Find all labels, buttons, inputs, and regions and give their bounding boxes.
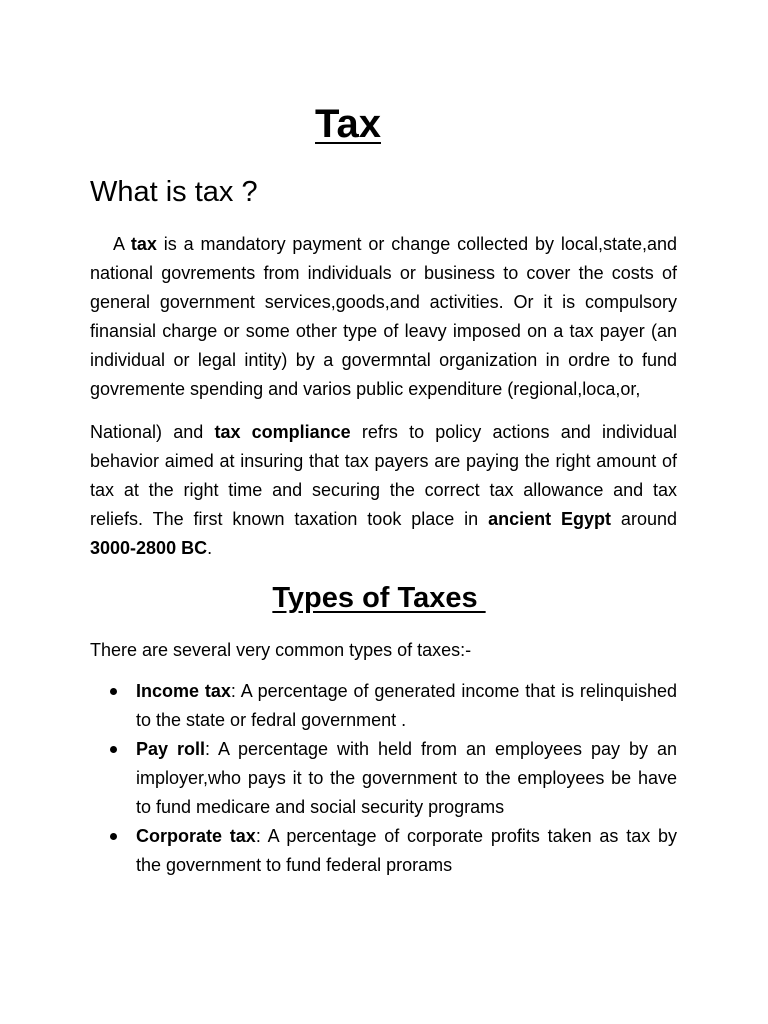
section-heading-types-of-taxes: Types of Taxes bbox=[272, 582, 486, 614]
para2-term-tax-compliance: tax compliance bbox=[214, 422, 351, 442]
tax-type-description: : A percentage of corporate profits taken as tax by the government to fund federal prorams bbox=[136, 826, 677, 875]
para2-part3: around bbox=[611, 509, 677, 529]
para1-lead: A bbox=[113, 234, 131, 254]
list-item bbox=[90, 677, 677, 735]
tax-type-name: Income tax bbox=[136, 681, 231, 701]
types-intro: There are several very common types of taxes:- bbox=[90, 640, 472, 660]
tax-type-name: Pay roll bbox=[136, 739, 206, 759]
tax-types-list bbox=[90, 677, 677, 880]
bullet-icon bbox=[110, 688, 117, 695]
para2-part4: . bbox=[207, 538, 213, 558]
document-title: Tax bbox=[315, 102, 381, 146]
definition-paragraph bbox=[90, 230, 677, 404]
tax-type-description: : A percentage of generated income that is relinquished to the state or fedral government . bbox=[136, 681, 677, 730]
bullet-icon bbox=[110, 833, 117, 840]
para2-part2: refrs to policy actions and individual behavior aimed at insuring that tax payers are paying the right amount of tax at the right time and securing the correct tax allowance and tax reliefs. The first known taxation took place in bbox=[90, 422, 677, 529]
para2-term-date: 3000-2800 BC bbox=[90, 538, 208, 558]
para2-term-ancient-egypt: ancient Egypt bbox=[488, 509, 612, 529]
section-heading-what-is-tax: What is tax ? bbox=[90, 176, 258, 208]
bullet-icon bbox=[110, 746, 117, 753]
tax-type-description: : A percentage with held from an employees pay by an imployer,who pays it to the government to the employees be have to fund medicare and social security programs bbox=[136, 739, 678, 817]
compliance-paragraph bbox=[90, 418, 677, 563]
list-item bbox=[90, 822, 677, 880]
tax-type-name: Corporate tax bbox=[136, 826, 256, 846]
para2-part1: National) and bbox=[90, 422, 215, 442]
para1-term-tax: tax bbox=[130, 234, 157, 254]
para1-rest: is a mandatory payment or change collected by local,state,and national govrements from individuals or business to cover the costs of general government services,goods,and activities. Or it is compulsory finansial charge or some other type of leavy imposed on a tax payer (an individual or legal intity) by a govermntal organization in ordre to fund govremente spending and varios public expenditure (regional,loca,or, bbox=[90, 234, 677, 399]
list-item bbox=[90, 735, 677, 822]
